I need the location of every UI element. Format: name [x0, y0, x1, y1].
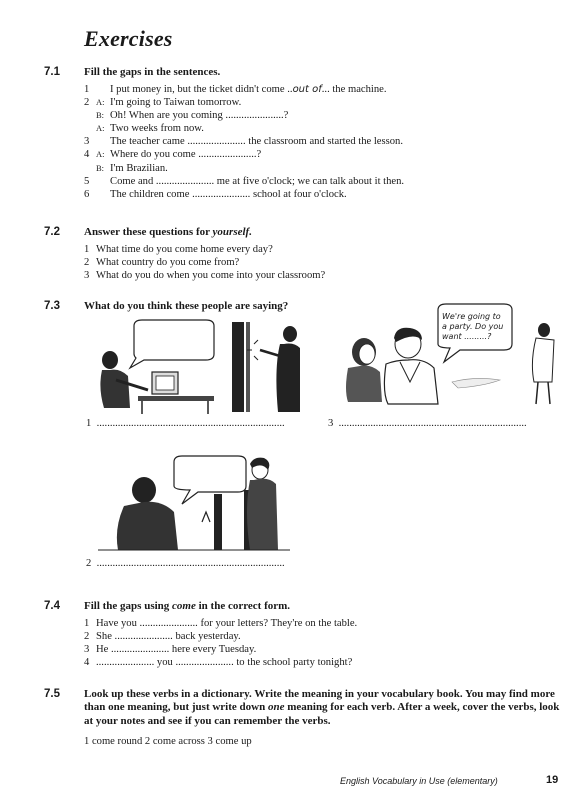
item-number: 2: [84, 631, 90, 643]
exercise-line: [84, 135, 404, 148]
line-text: Where do you come ......................?: [110, 149, 262, 161]
line-text: Come and ...................... me at five o'clock; we can talk about it then.: [110, 175, 405, 187]
exercise-line: [84, 175, 404, 188]
exercise-instruction: Look up these verbs in a dictionary. Write the meaning in your vocabulary book. You may find more than one meaning, but just write down one meaning for each verb. After a week, cover the verbs, look at your notes and see if you can remember the verbs.: [84, 688, 560, 727]
answer-line-3[interactable]: 3 .......................................................................: [328, 418, 527, 429]
sentence-list: [84, 617, 357, 669]
book-title-footer: English Vocabulary in Use (elementary): [340, 776, 498, 786]
illustration-2: [94, 454, 294, 554]
line-text-tail: ... the machine.: [321, 84, 387, 95]
sentence-list: [84, 83, 404, 201]
exercise-instruction: Fill the gaps in the sentences.: [84, 66, 221, 78]
line-text: What country do you come from?: [96, 257, 240, 269]
item-number: 1: [84, 84, 90, 95]
speaker-label: A:: [96, 123, 105, 134]
item-number: 1: [84, 618, 90, 629]
handwritten-answer: out of: [292, 84, 322, 95]
line-text: I'm Brazilian.: [110, 162, 168, 174]
answer-line-2[interactable]: 2 .......................................................................: [86, 558, 285, 569]
line-text: The teacher came ...................... the classroom and started the lesson.: [110, 136, 403, 148]
line-text: The children come ...................... school at four o'clock.: [110, 188, 347, 200]
verb-list: 1 come round 2 come across 3 come up: [84, 736, 252, 747]
item-number: 3: [84, 136, 90, 148]
exercise-number: 7.5: [44, 688, 60, 700]
exercise-number: 7.2: [44, 226, 60, 238]
exercise-number: 7.4: [44, 600, 60, 612]
item-number: 5: [84, 175, 90, 187]
speaker-label: A:: [96, 149, 105, 160]
item-number: 2: [84, 257, 90, 269]
exercise-line: [84, 256, 325, 269]
line-text: She ...................... back yesterday.: [96, 631, 241, 643]
question-list: [84, 243, 325, 282]
speaker-label: B:: [96, 110, 105, 121]
exercise-line: [84, 162, 404, 175]
speaker-label: B:: [96, 162, 105, 173]
item-number: 4: [84, 657, 90, 669]
exercise-line: [84, 617, 357, 630]
page-number: 19: [546, 774, 559, 786]
answer-line-1[interactable]: 1 .......................................................................: [86, 418, 285, 429]
line-text: Have you ...................... for your letters? They're on the table.: [96, 618, 358, 629]
exercise-line: [84, 656, 357, 669]
line-text: I'm going to Taiwan tomorrow.: [110, 97, 242, 109]
exercise-line: [84, 83, 404, 96]
exercise-line: [84, 243, 325, 256]
exercise-instruction: What do you think these people are saying?: [84, 300, 289, 312]
bubble-text: We're going to a party. Do you want .........?: [442, 312, 504, 341]
exercise-line: [84, 630, 357, 643]
exercise-line: [84, 109, 404, 122]
line-text: ...................... you ...................... to the school party tonight?: [96, 657, 353, 669]
item-number: 3: [84, 644, 90, 656]
line-text: What time do you come home every day?: [96, 244, 273, 255]
line-text: What do you do when you come into your classroom?: [96, 270, 326, 282]
exercise-instruction: Fill the gaps using come in the correct form.: [84, 600, 291, 612]
item-number: 6: [84, 188, 90, 200]
exercise-line: [84, 188, 404, 201]
exercise-line: [84, 643, 357, 656]
item-number: 4: [84, 149, 90, 161]
exercise-line: [84, 148, 404, 161]
line-text: I put money in, but the ticket didn't come ..: [110, 84, 293, 95]
line-text: He ...................... here every Tuesday.: [96, 644, 257, 656]
exercise-instruction: Answer these questions for yourself.: [84, 226, 252, 238]
item-number: 1: [84, 244, 90, 255]
exercise-line: [84, 122, 404, 135]
item-number: 2: [84, 97, 90, 109]
exercise-number: 7.1: [44, 66, 60, 78]
line-text: Oh! When are you coming ......................?: [110, 110, 289, 122]
speaker-label: A:: [96, 97, 105, 108]
line-text: Two weeks from now.: [110, 123, 204, 135]
page-title: Exercises: [84, 26, 173, 51]
exercise-line: [84, 96, 404, 109]
exercise-number: 7.3: [44, 300, 60, 312]
item-number: 3: [84, 270, 90, 282]
exercise-line: [84, 269, 325, 282]
illustration-1: [94, 318, 304, 418]
